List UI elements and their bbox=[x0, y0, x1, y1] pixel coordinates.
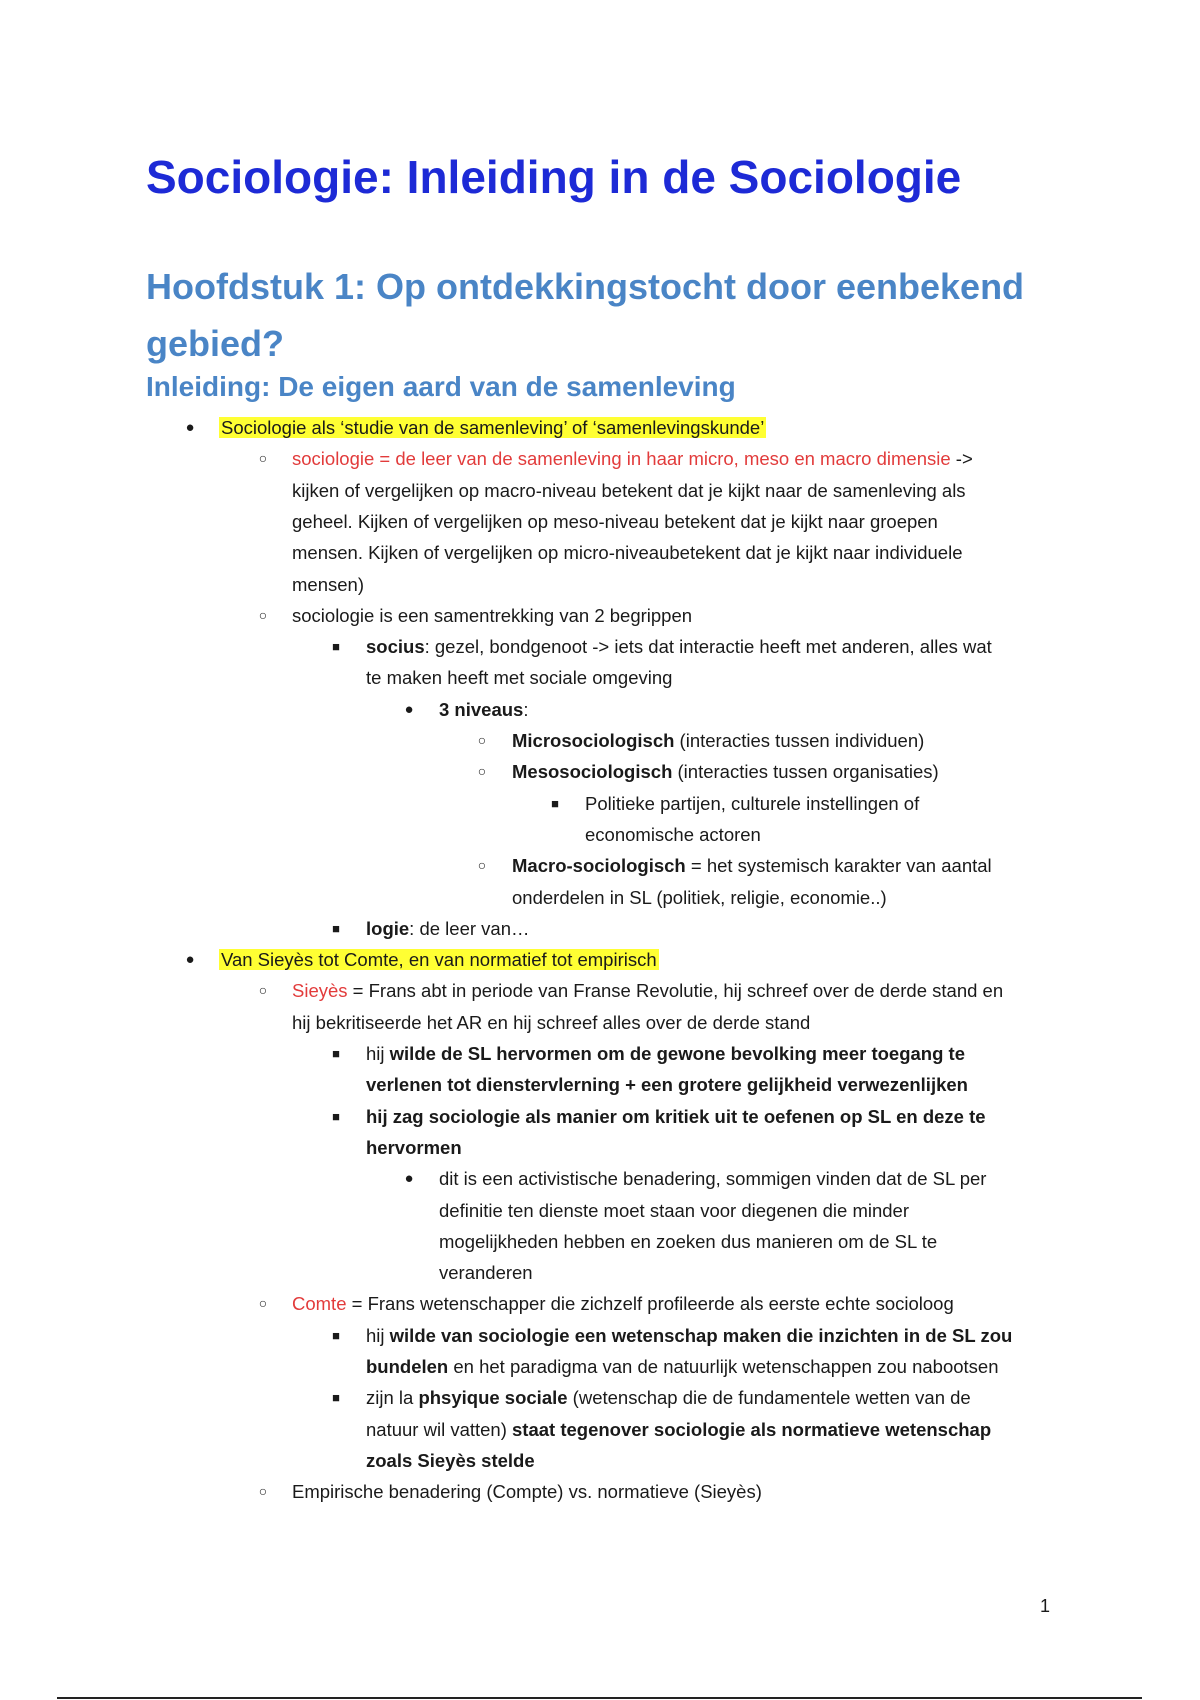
line-text: (interacties tussen organisaties) bbox=[672, 761, 939, 782]
disc-bullet-icon: ● bbox=[404, 1170, 414, 1187]
circle-bullet-icon: ○ bbox=[258, 1295, 268, 1311]
line-text: veranderen bbox=[439, 1262, 533, 1283]
square-bullet-icon: ■ bbox=[332, 921, 340, 936]
outline-line bbox=[292, 1007, 810, 1038]
circle-bullet-icon: ○ bbox=[258, 607, 268, 623]
line-text: onderdelen in SL (politiek, religie, economie..) bbox=[512, 887, 887, 908]
line-text: sociologie is een samentrekking van 2 begrippen bbox=[292, 605, 693, 626]
bold-text: wilde van sociologie een wetenschap maken die inzichten in de SL zou bbox=[389, 1325, 1013, 1346]
line-text: natuur wil vatten) bbox=[366, 1419, 513, 1440]
line-text: Empirische benadering (Compte) vs. normatieve (Sieyès) bbox=[292, 1481, 762, 1502]
circle-bullet-icon: ○ bbox=[258, 982, 268, 998]
line-text: mensen. Kijken of vergelijken op micro-niveaubetekent dat je kijkt naar individuele bbox=[292, 542, 963, 563]
term-label: Comte bbox=[292, 1293, 347, 1314]
term-label: Sieyès bbox=[292, 980, 348, 1001]
page-number: 1 bbox=[1040, 1596, 1051, 1616]
bold-text: Microsociologisch bbox=[512, 730, 675, 751]
line-text: hij bbox=[366, 1325, 390, 1346]
outline-line bbox=[366, 1320, 1012, 1351]
line-text: : de leer van… bbox=[409, 918, 530, 939]
highlighted-text: Sociologie als ‘studie van de samenleving’ of ‘samenlevingskunde’ bbox=[221, 417, 765, 438]
outline-line bbox=[292, 975, 1003, 1006]
line-text: : bbox=[523, 699, 529, 720]
line-text: economische actoren bbox=[585, 824, 761, 845]
line-text: = het systemisch karakter van aantal bbox=[685, 855, 992, 876]
bold-text: zoals Sieyès stelde bbox=[366, 1450, 535, 1471]
outline-line bbox=[366, 662, 672, 693]
outline-line bbox=[512, 882, 887, 913]
outline-line bbox=[366, 1414, 991, 1445]
outline-line bbox=[585, 788, 919, 819]
outline-line bbox=[366, 1101, 986, 1132]
outline-line bbox=[512, 725, 924, 756]
outline-line bbox=[292, 569, 364, 600]
line-text: dit is een activistische benadering, sommigen vinden dat de SL per bbox=[439, 1168, 987, 1189]
outline-line bbox=[439, 694, 528, 725]
square-bullet-icon: ■ bbox=[332, 1109, 340, 1124]
disc-bullet-icon: ● bbox=[404, 701, 414, 718]
outline-line bbox=[292, 600, 692, 631]
circle-bullet-icon: ○ bbox=[477, 857, 487, 873]
bold-text: hervormen bbox=[366, 1137, 462, 1158]
outline-line bbox=[439, 1195, 909, 1226]
square-bullet-icon: ■ bbox=[332, 1390, 340, 1405]
outline-line bbox=[366, 1382, 971, 1413]
line-text: (wetenschap die de fundamentele wetten van de bbox=[567, 1387, 971, 1408]
outline-line bbox=[585, 819, 761, 850]
outline-line bbox=[292, 506, 938, 537]
line-text: te maken heeft met sociale omgeving bbox=[366, 667, 673, 688]
outline-line bbox=[366, 1351, 998, 1382]
outline-line bbox=[366, 913, 530, 944]
section-heading: Inleiding: De eigen aard van de samenleving bbox=[146, 371, 736, 402]
line-text: Politieke partijen, culturele instellingen of bbox=[585, 793, 920, 814]
bold-text: phsyique sociale bbox=[418, 1387, 568, 1408]
footer-rule bbox=[57, 1697, 1142, 1699]
bold-text: bundelen bbox=[366, 1356, 449, 1377]
outline-line bbox=[439, 1226, 937, 1257]
term-label: sociologie = de leer van de samenleving in haar micro, meso en macro dimensie bbox=[292, 448, 951, 469]
square-bullet-icon: ■ bbox=[332, 639, 340, 654]
circle-bullet-icon: ○ bbox=[477, 732, 487, 748]
line-text: : gezel, bondgenoot -> iets dat interactie heeft met anderen, alles wat bbox=[424, 636, 992, 657]
line-text: en het paradigma van de natuurlijk wetenschappen zou nabootsen bbox=[448, 1356, 999, 1377]
line-text: kijken of vergelijken op macro-niveau betekent dat je kijkt naar de samenleving als bbox=[292, 480, 966, 501]
outline-line bbox=[439, 1163, 986, 1194]
bold-text: wilde de SL hervormen om de gewone bevolking meer toegang te bbox=[389, 1043, 965, 1064]
line-text: mensen) bbox=[292, 574, 364, 595]
bold-text: hij zag sociologie als manier om kritiek uit te oefenen op SL en deze te bbox=[366, 1106, 986, 1127]
circle-bullet-icon: ○ bbox=[477, 763, 487, 779]
bold-text: Macro-sociologisch bbox=[512, 855, 686, 876]
line-text: hij bekritiseerde het AR en hij schreef alles over de derde stand bbox=[292, 1012, 811, 1033]
disc-bullet-icon: ● bbox=[185, 951, 195, 968]
bold-text: 3 niveaus bbox=[439, 699, 524, 720]
bold-text: staat tegenover sociologie als normatieve wetenschap bbox=[512, 1419, 992, 1440]
square-bullet-icon: ■ bbox=[332, 1328, 340, 1343]
line-text: zijn la bbox=[366, 1387, 419, 1408]
bold-text: logie bbox=[366, 918, 410, 939]
line-text: mogelijkheden hebben en zoeken dus manieren om de SL te bbox=[439, 1231, 938, 1252]
outline-line bbox=[512, 756, 939, 787]
line-text: = Frans wetenschapper die zichzelf profileerde als eerste echte socioloog bbox=[346, 1293, 954, 1314]
outline-line bbox=[292, 443, 973, 474]
outline-line bbox=[366, 1069, 968, 1100]
square-bullet-icon: ■ bbox=[551, 796, 559, 811]
outline-line bbox=[292, 537, 962, 568]
chapter-heading: Hoofdstuk 1: Op ontdekkingstocht door eenbekend gebied? bbox=[146, 266, 1025, 364]
outline-line bbox=[366, 1132, 462, 1163]
bold-text: verlenen tot dienstervlerning + een grotere gelijkheid verwezenlijken bbox=[366, 1074, 968, 1095]
outline-line bbox=[512, 850, 992, 881]
outline-line bbox=[439, 1257, 533, 1288]
outline-line bbox=[292, 1476, 762, 1507]
outline-line bbox=[366, 631, 992, 662]
line-text: geheel. Kijken of vergelijken op meso-niveau betekent dat je kijkt naar groepen bbox=[292, 511, 938, 532]
line-text: -> bbox=[950, 448, 973, 469]
outline-line bbox=[219, 412, 766, 443]
outline-line bbox=[366, 1038, 965, 1069]
circle-bullet-icon: ○ bbox=[258, 1483, 268, 1499]
outline-line bbox=[292, 1288, 954, 1319]
line-text: definitie ten dienste moet staan voor diegenen die minder bbox=[439, 1200, 909, 1221]
circle-bullet-icon: ○ bbox=[258, 450, 268, 466]
bold-text: Mesosociologisch bbox=[512, 761, 673, 782]
highlighted-text: Van Sieyès tot Comte, en van normatief tot empirisch bbox=[221, 949, 657, 970]
line-text: = Frans abt in periode van Franse Revolutie, hij schreef over de derde stand en bbox=[347, 980, 1004, 1001]
document-title: Sociologie: Inleiding in de Sociologie bbox=[146, 151, 962, 203]
square-bullet-icon: ■ bbox=[332, 1046, 340, 1061]
outline-line bbox=[366, 1445, 535, 1476]
outline-line bbox=[292, 475, 966, 506]
line-text: (interacties tussen individuen) bbox=[674, 730, 925, 751]
bold-text: socius bbox=[366, 636, 425, 657]
disc-bullet-icon: ● bbox=[185, 419, 195, 436]
line-text: hij bbox=[366, 1043, 390, 1064]
outline-line bbox=[219, 944, 659, 975]
